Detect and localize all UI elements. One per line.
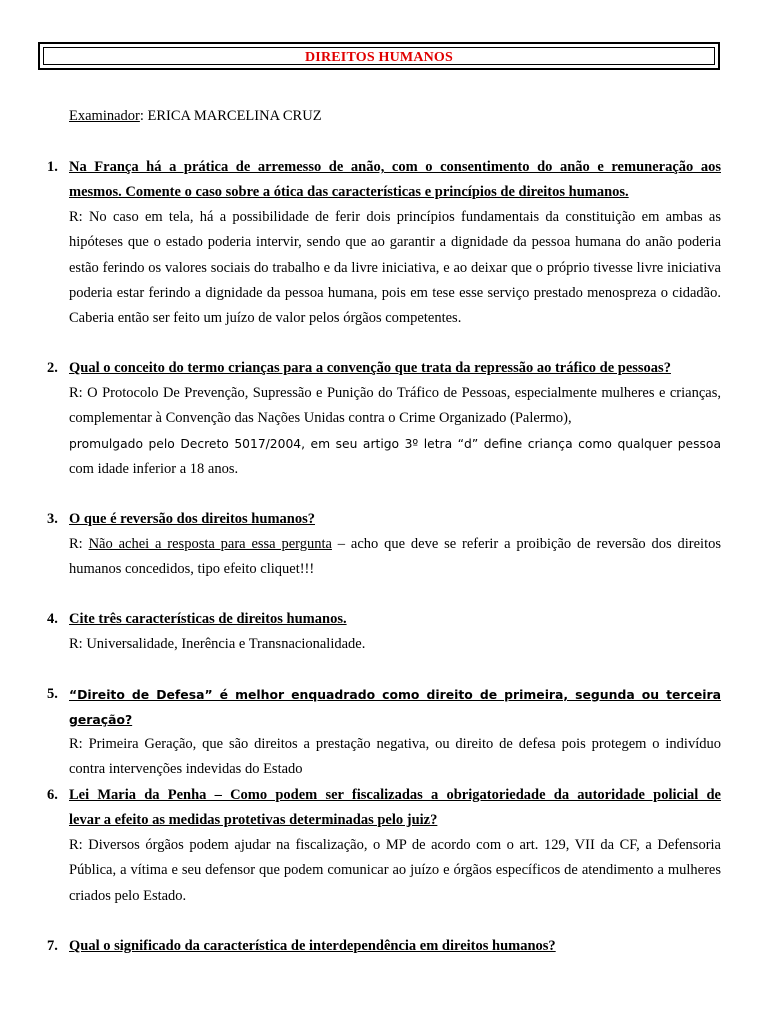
answer-underlined: Não achei a resposta para essa pergunta [88,536,332,552]
question-number: 3. [47,511,58,527]
question-3 [47,507,721,583]
question-line: Lei Maria da Penha – Como podem ser fiscalizadas a obrigatoriedade da autoridade policial de [69,787,721,803]
question-number: 5. [47,686,58,702]
examiner-line [69,108,322,125]
examiner-label: Examinador [69,108,140,124]
question-text [69,155,721,205]
answer-part: promulgado pelo Decreto 5017/2004, em seu artigo 3º letra “d” define criança como qualquer pessoa [69,436,721,451]
question-line: mesmos. Comente o caso sobre a ótica das características e princípios de direitos humanos. [69,184,629,200]
question-number: 7. [47,938,58,954]
question-text: O que é reversão dos direitos humanos? [69,511,315,527]
question-7 [47,934,721,959]
question-text [69,783,721,833]
question-number: 2. [47,360,58,376]
title-inner-border [43,47,715,65]
answer-text [69,381,721,482]
answer-text: R: Universalidade, Inerência e Transnacionalidade. [69,636,366,652]
question-text: Qual o significado da característica de interdependência em direitos humanos? [69,938,556,954]
answer-prefix: R: [69,536,89,552]
answer-text: R: Diversos órgãos podem ajudar na fiscalização, o MP de acordo com o art. 129, VII da CF, a Defensoria Pública, a vítima e seu defensor que podem comunicar ao juízo e órgãos específicos de atendimento a mulheres criados pelo Estado. [69,837,721,904]
question-text: Cite três características de direitos humanos. [69,611,347,627]
examiner-separator: : [139,108,148,124]
title-box [38,42,720,70]
question-text: Qual o conceito do termo crianças para a convenção que trata da repressão ao tráfico de pessoas? [69,360,671,376]
question-number: 6. [47,787,58,803]
question-6 [47,783,721,909]
question-line: levar a efeito as medidas protetivas determinadas pelo juiz? [69,812,438,828]
answer-text [69,532,721,583]
document-title: DIREITOS HUMANOS [304,50,454,65]
answer-part: com idade inferior a 18 anos. [69,460,239,477]
answer-text: R: No caso em tela, há a possibilidade de ferir dois princípios fundamentais da constituição em ambas as hipóteses que o estado poderia intervir, sendo que ao garantir a dignidade da pessoa humana do anão poderia estão ferindo os valores sociais do trabalho e da livre iniciativa, e ao deixar que o próprio tivesse livre iniciativa poderia estar ferindo a dignidade da pessoa humana, pois em tese esse serviço prestado menospreza o cidadão. Caberia então ser feito um juízo de valor pelos órgãos competentes. [69,209,721,327]
question-5 [47,682,721,783]
question-2 [47,356,721,482]
answer-rest: – acho que deve se referir a proibição de reversão dos direitos humanos concedidos, tipo efeito cliquet!!! [69,536,721,578]
question-number: 4. [47,611,58,627]
answer-text: R: Primeira Geração, que são direitos a prestação negativa, ou direito de defesa pois protegem o indivíduo contra intervenções indevidas do Estado [69,736,721,778]
question-4 [47,607,721,657]
answer-part: R: O Protocolo De Prevenção, Supressão e Punição do Tráfico de Pessoas, especialmente mulheres e crianças, complementar à Convenção das Nações Unidas contra o Crime Organizado (Palermo), [69,385,721,427]
question-1 [47,155,721,331]
examiner-name: ERICA MARCELINA CRUZ [147,108,322,124]
question-line: Na França há a prática de arremesso de anão, com o consentimento do anão e remuneração aos [69,159,721,175]
question-text: “Direito de Defesa” é melhor enquadrado como direito de primeira, segunda ou terceira geração? [69,687,721,727]
question-number: 1. [47,159,58,175]
